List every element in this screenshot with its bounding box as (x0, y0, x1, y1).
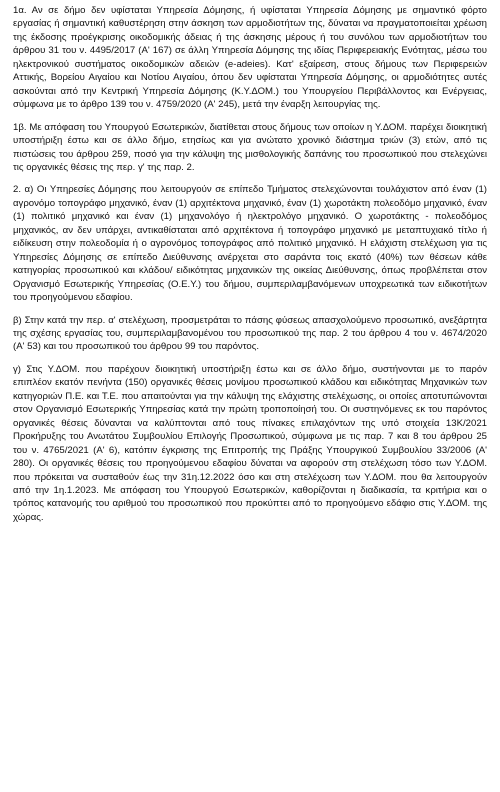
paragraph-2a: 2. α) Οι Υπηρεσίες Δόμησης που λειτουργούν σε επίπεδο Τμήματος στελεχώνονται τουλάχιστον από έναν (1) αγρονόμο τοπογράφο μηχανικό, έναν (1) αρχιτέκτονα μηχανικό, έναν (1) χωροτάκτη πολεοδόμο μηχανικό, έναν (1) πολιτικό μηχανικό και έναν (1) μηχανολόγο ή ηλεκτρολόγο μηχανικό. Ο χωροτάκτης - πολεοδόμος μηχανικός, αν δεν υπάρχει, αντικαθίσταται από αρχιτέκτονα ή τοπογράφο μηχανικό με μεταπτυχιακό τίτλο ή ειδίκευση στην πολεοδομία ή ο αγρονόμος τοπογράφος από πολιτικό μηχανικό. Η ελάχιστη στελέχωση για τις Υπηρεσίες Δόμησης σε επίπεδο Διεύθυνσης ανέρχεται στο σαράντα τοις εκατό (40%) των θέσεων κάθε κατηγορίας προσωπικού και κλάδου/ ειδικότητας μηχανικών της οικείας Διεύθυνσης, όπως προβλέπεται στον Οργανισμό Εσωτερικής Υπηρεσίας (Ο.Ε.Υ.) του δήμου, συμπεριλαμβανόμενων υποχρεωτικά των ειδικοτήτων του προηγούμενου εδαφίου. (13, 184, 487, 304)
paragraph-1b: 1β. Με απόφαση του Υπουργού Εσωτερικών, διατίθεται στους δήμους των οποίων η Υ.ΔΟΜ. παρέχει διοικητική υποστήριξη έστω και σε άλλο δήμο, ετησίως και για ανώτατο χρονικό διάστημα τριών (3) ετών, από τις πιστώσεις του άρθρου 259, ποσό για την κάλυψη της μισθολογικής δαπάνης του προσωπικού που στελεχώνει τις οργανικές θέσεις της περ. γ' της παρ. 2. (13, 121, 487, 173)
paragraph-2b: β) Στην κατά την περ. α' στελέχωση, προσμετράται το πάσης φύσεως απασχολούμενο προσωπικό, ανεξάρτητα της σχέσης εργασίας του, συμπεριλαμβανομένου του προσωπικού της παρ. 2 του άρθρου 4 του ν. 4674/2020 (Α' 53) και του προσωπικού του άρθρου 99 του παρόντος. (13, 314, 487, 353)
paragraph-1a: 1α. Αν σε δήμο δεν υφίσταται Υπηρεσία Δόμησης, ή υφίσταται Υπηρεσία Δόμησης με σημαντικό φόρτο εργασίας ή σημαντική καθυστέρηση στην άσκηση των αρμοδιοτήτων της, δύναται να πραγματοποιείται χρέωση της έκδοσης προέγκρισης οικοδομικής άδειας ή της άσκησης μέρους ή του συνόλου των αρμοδιοτήτων του άρθρου 31 του ν. 4495/2017 (Α' 167) σε άλλη Υπηρεσία Δόμησης της ιδίας Περιφερειακής Ενότητας, μέσω του ηλεκτρονικού συστήματος οικοδομικών αδειών (e-adeies). Κατ' εξαίρεση, στους δήμους των Περιφερειών Αττικής, Βορείου Αιγαίου και Νοτίου Αιγαίου, όπου δεν υφίσταται Υπηρεσία Δόμησης, οι αρμοδιότητες αυτές ασκούνται από την Κεντρική Υπηρεσία Δόμησης (Κ.Υ.ΔΟΜ.) του Υπουργείου Περιβάλλοντος και Ενέργειας, σύμφωνα με το άρθρο 139 του ν. 4759/2020 (Α' 245), μετά την έναρξη λειτουργίας της. (13, 5, 487, 111)
paragraph-2c: γ) Στις Υ.ΔΟΜ. που παρέχουν διοικητική υποστήριξη έστω και σε άλλο δήμο, συστήνονται με το παρόν επιπλέον εκατόν πενήντα (150) οργανικές θέσεις μονίμου προσωπικού κλάδου και ειδικότητας Μηχανικών των κατηγοριών Π.Ε. και Τ.Ε. που απαιτούνται για την κάλυψη της ελάχιστης στελέχωσης, οι οποίες αποτυπώνονται στον Οργανισμό Εσωτερικής Υπηρεσίας κατά την πρώτη τροποποίησή του. Οι συστηνόμενες εκ του παρόντος οργανικές θέσεις δύνανται να καλύπτονται από τους πίνακες επιλαχόντων της υπό στοιχεία 13Κ/2021 Προκήρυξης του Ανωτάτου Συμβουλίου Επιλογής Προσωπικού, σύμφωνα με τις παρ. 7 και 8 του άρθρου 25 του ν. 4765/2021 (Α' 6), κατόπιν έγκρισης της Επιτροπής της Πράξης Υπουργικού Συμβουλίου 33/2006 (Α' 280). Οι οργανικές θέσεις του προηγούμενου εδαφίου δύναται να αφορούν στη στελέχωση τόσο των Υ.ΔΟΜ. που πρόκειται να συσταθούν έως την 31η.12.2022 όσο και στη στελέχωση των Υ.ΔΟΜ. που θα λειτουργούν από την 1η.1.2023. Με απόφαση του Υπουργού Εσωτερικών, καθορίζονται η διαδικασία, τα κριτήρια και ο τρόπος κατανομής του αριθμού του προσωπικού που προκύπτει από το προηγούμενο εδάφιο στις Υ.ΔΟΜ. της χώρας. (13, 363, 487, 523)
